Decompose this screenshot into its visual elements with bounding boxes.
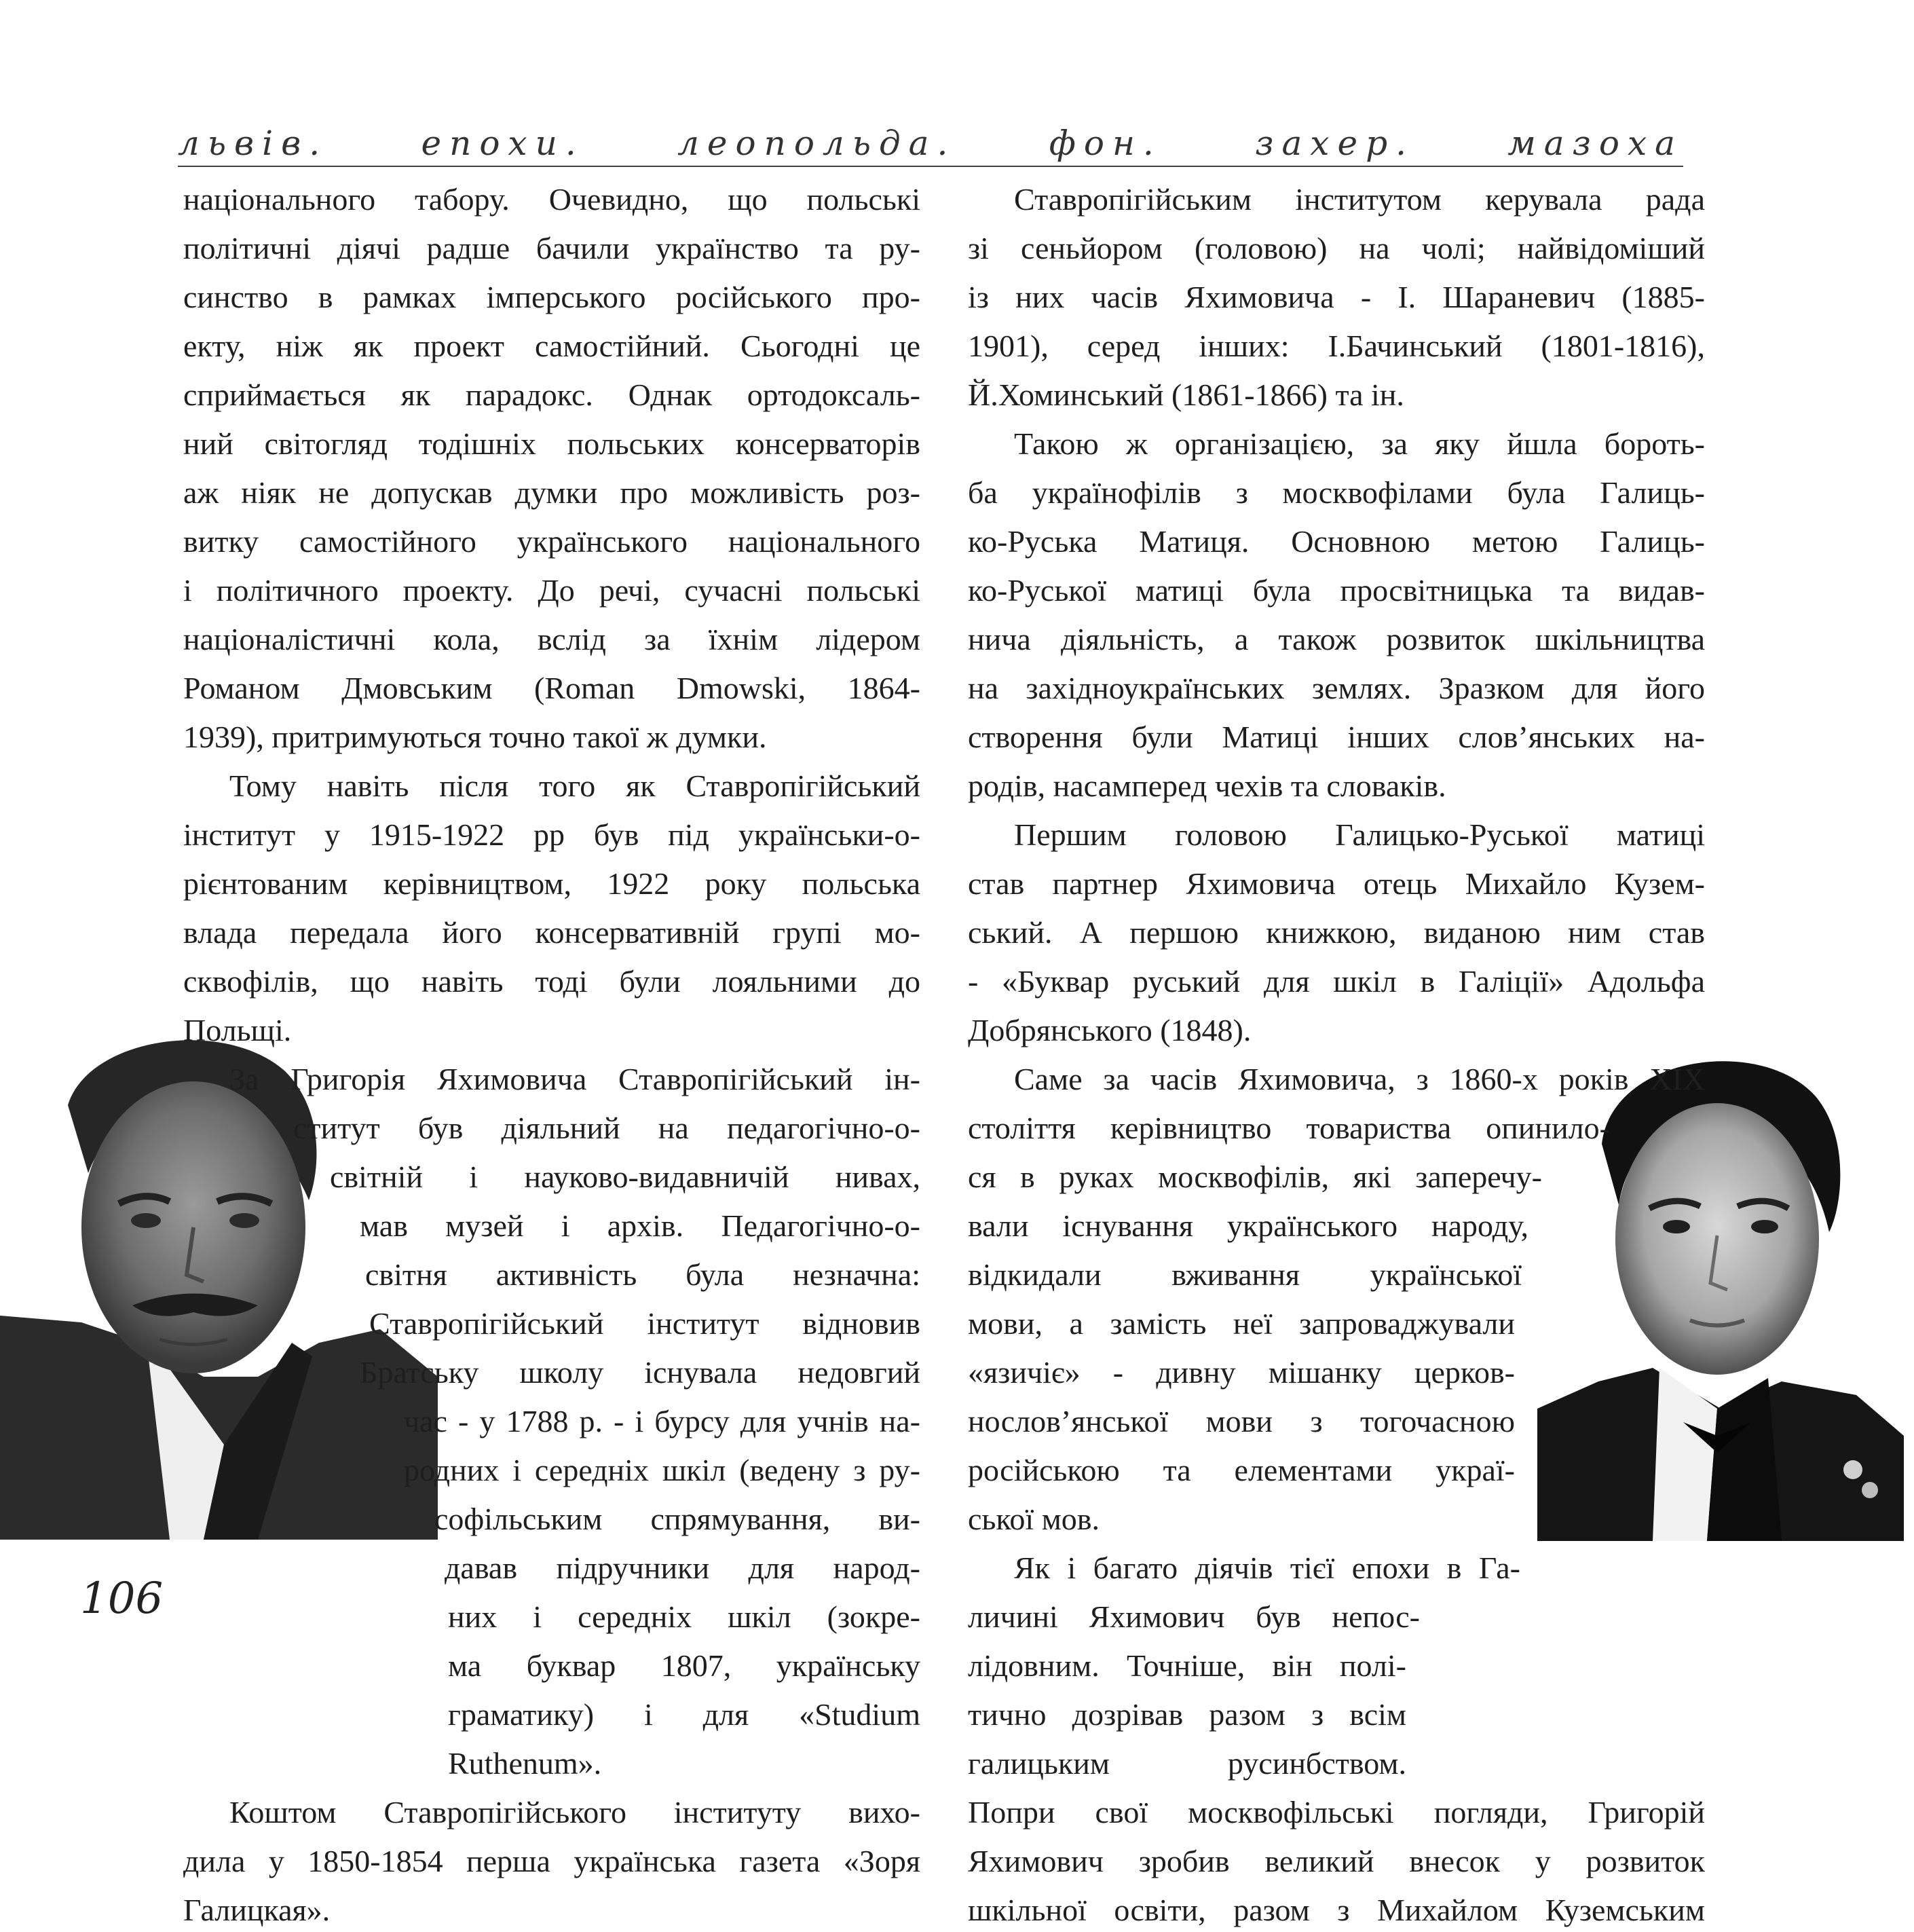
text-line: Добрянського (1848). [968,1013,1252,1047]
text-line: аж ніяк не допускав думки про можливість роз- [183,475,920,510]
text-line: сприймається як парадокс. Однак ортодоксаль- [183,377,920,412]
text-line: ститут був діяльний на педагогічно-о- [293,1111,920,1145]
text-line: відкидали вживання української [968,1257,1522,1292]
text-line: сквофілів, що навіть тоді були лояльними до [183,964,920,999]
text-line: влада передала його консервативній групі мо- [183,915,920,950]
text-line: 1939), притримуються точно такої ж думки. [183,720,767,754]
text-line: національного табору. Очевидно, що польські [183,182,920,217]
text-line: мав музей і архів. Педагогічно-о- [360,1208,920,1243]
text-line: родів, насамперед чехів та словаків. [968,768,1446,803]
text-line: Галицкая». [183,1893,331,1927]
text-line: «язичіє» - дивну мішанку церков- [968,1355,1515,1390]
text-line: вали існування українського народу, [968,1208,1528,1243]
text-line: світня активність була незначна: [365,1257,920,1292]
text-line: на західноукраїнських землях. Зразком для його [968,671,1705,705]
text-line: Романом Дмовським (Roman Dmowski, 1864- [183,671,920,705]
text-line: Ставропігійським інститутом керувала рада [1014,182,1705,217]
text-line: російською та елементами украї- [968,1453,1515,1487]
text-line: Яхимович зробив великий внесок у розвиток [968,1844,1705,1878]
text-line: софільським спрямування, ви- [434,1502,920,1536]
text-line: тично дозрівав разом з всім [968,1697,1406,1732]
text-line: давав підручники для народ- [445,1550,920,1585]
text-line: екту, ніж як проект самостійний. Сьогодні це [183,329,920,363]
running-head-text: львів. епохи. леопольда. фон. захер. мазоха [178,124,1683,163]
text-line: Тому навіть після того як Ставропігійський [229,768,920,803]
text-line: ма буквар 1807, українську [448,1648,920,1683]
text-line: лідовним. Точніше, він полі- [968,1648,1406,1683]
text-line: нослов’янської мови з тогочасною [968,1404,1515,1438]
text-line: Ruthenum». [448,1746,602,1781]
text-line: створення були Матиці інших слов’янських на- [968,720,1705,754]
text-line: Братську школу існувала недовгий [360,1355,920,1390]
text-line: - «Буквар руський для шкіл в Галіції» Адольфа [968,964,1705,999]
text-line: зі сеньйором (головою) на чолі; найвідоміший [968,231,1705,265]
text-line: століття керівництво товариства опинило- [968,1111,1610,1145]
text-line: За Григорія Яхимовича Ставропігійський ін- [229,1062,920,1096]
text-line: ко-Руська Матиця. Основною метою Галиць- [968,524,1705,559]
text-line: Попри свої москвофільські погляди, Григорій [968,1795,1705,1829]
text-line: мови, а замість неї запроваджували [968,1306,1515,1341]
text-line: Й.Хоминський (1861-1866) та ін. [968,377,1404,412]
text-line: родних і середніх шкіл (ведену з ру- [404,1453,920,1487]
text-line: Ставропігійський інститут відновив [369,1306,920,1341]
page-number: 106 [80,1574,164,1624]
text-line: ся в руках москвофілів, які заперечу- [968,1159,1542,1194]
text-line: ської мов. [968,1502,1100,1536]
text-line: став партнер Яхимовича отець Михайло Кузем- [968,866,1705,901]
text-line: витку самостійного українського національного [183,524,920,559]
text-line: граматику) і для «Studium [448,1697,920,1732]
text-line: світній і науково-видавничій нивах, [330,1159,920,1194]
text-line: них і середніх шкіл (зокре- [448,1599,920,1634]
portrait-right [1537,1028,1904,1541]
text-line: час - у 1788 р. - і бурсу для учнів на- [404,1404,920,1438]
text-line: Саме за часів Яхимовича, з 1860-х років XIX [1014,1062,1705,1096]
text-line: галицьким русинбством. [968,1746,1406,1781]
text-line: ний світогляд тодішніх польських консерваторів [183,426,920,461]
text-line: дила у 1850-1854 перша українська газета «Зоря [183,1844,920,1878]
text-line: ко-Руської матиці була просвітницька та видав- [968,573,1705,608]
text-line: нича діяльність, а також розвиток шкільництва [968,622,1705,656]
text-line: 1901), серед інших: І.Бачинський (1801-1816), [968,329,1705,363]
text-line: синство в рамках імперського російського про- [183,280,920,314]
text-line: Коштом Ставропігійського інституту вихо- [229,1795,920,1829]
text-line: личині Яхимович був непос- [968,1599,1420,1634]
text-line: ський. А першою книжкою, виданою ним став [968,915,1705,950]
text-line: націоналістичні кола, вслід за їхнім лідером [183,622,920,656]
text-line: шкільної освіти, разом з Михайлом Куземським [968,1893,1705,1927]
text-line: і політичного проекту. До речі, сучасні польські [183,573,920,608]
text-line: рієнтованим керівництвом, 1922 року польська [183,866,920,901]
text-line: Польщі. [183,1013,292,1047]
text-line: інститут у 1915-1922 рр був під українськи-о- [183,817,920,852]
running-head [178,124,1683,164]
header-rule [178,166,1683,167]
text-line: Як і багато діячів тієї епохи в Га- [1014,1550,1520,1585]
text-line: Першим головою Галицько-Руської матиці [1014,817,1705,852]
text-line: із них часів Яхимовича - І. Шараневич (1885- [968,280,1705,314]
text-line: політичні діячі радше бачили українство та ру- [183,231,920,265]
text-line: Такою ж організацією, за яку йшла бороть- [1014,426,1705,461]
text-line: ба українофілів з москвофілами була Галиць- [968,475,1705,510]
